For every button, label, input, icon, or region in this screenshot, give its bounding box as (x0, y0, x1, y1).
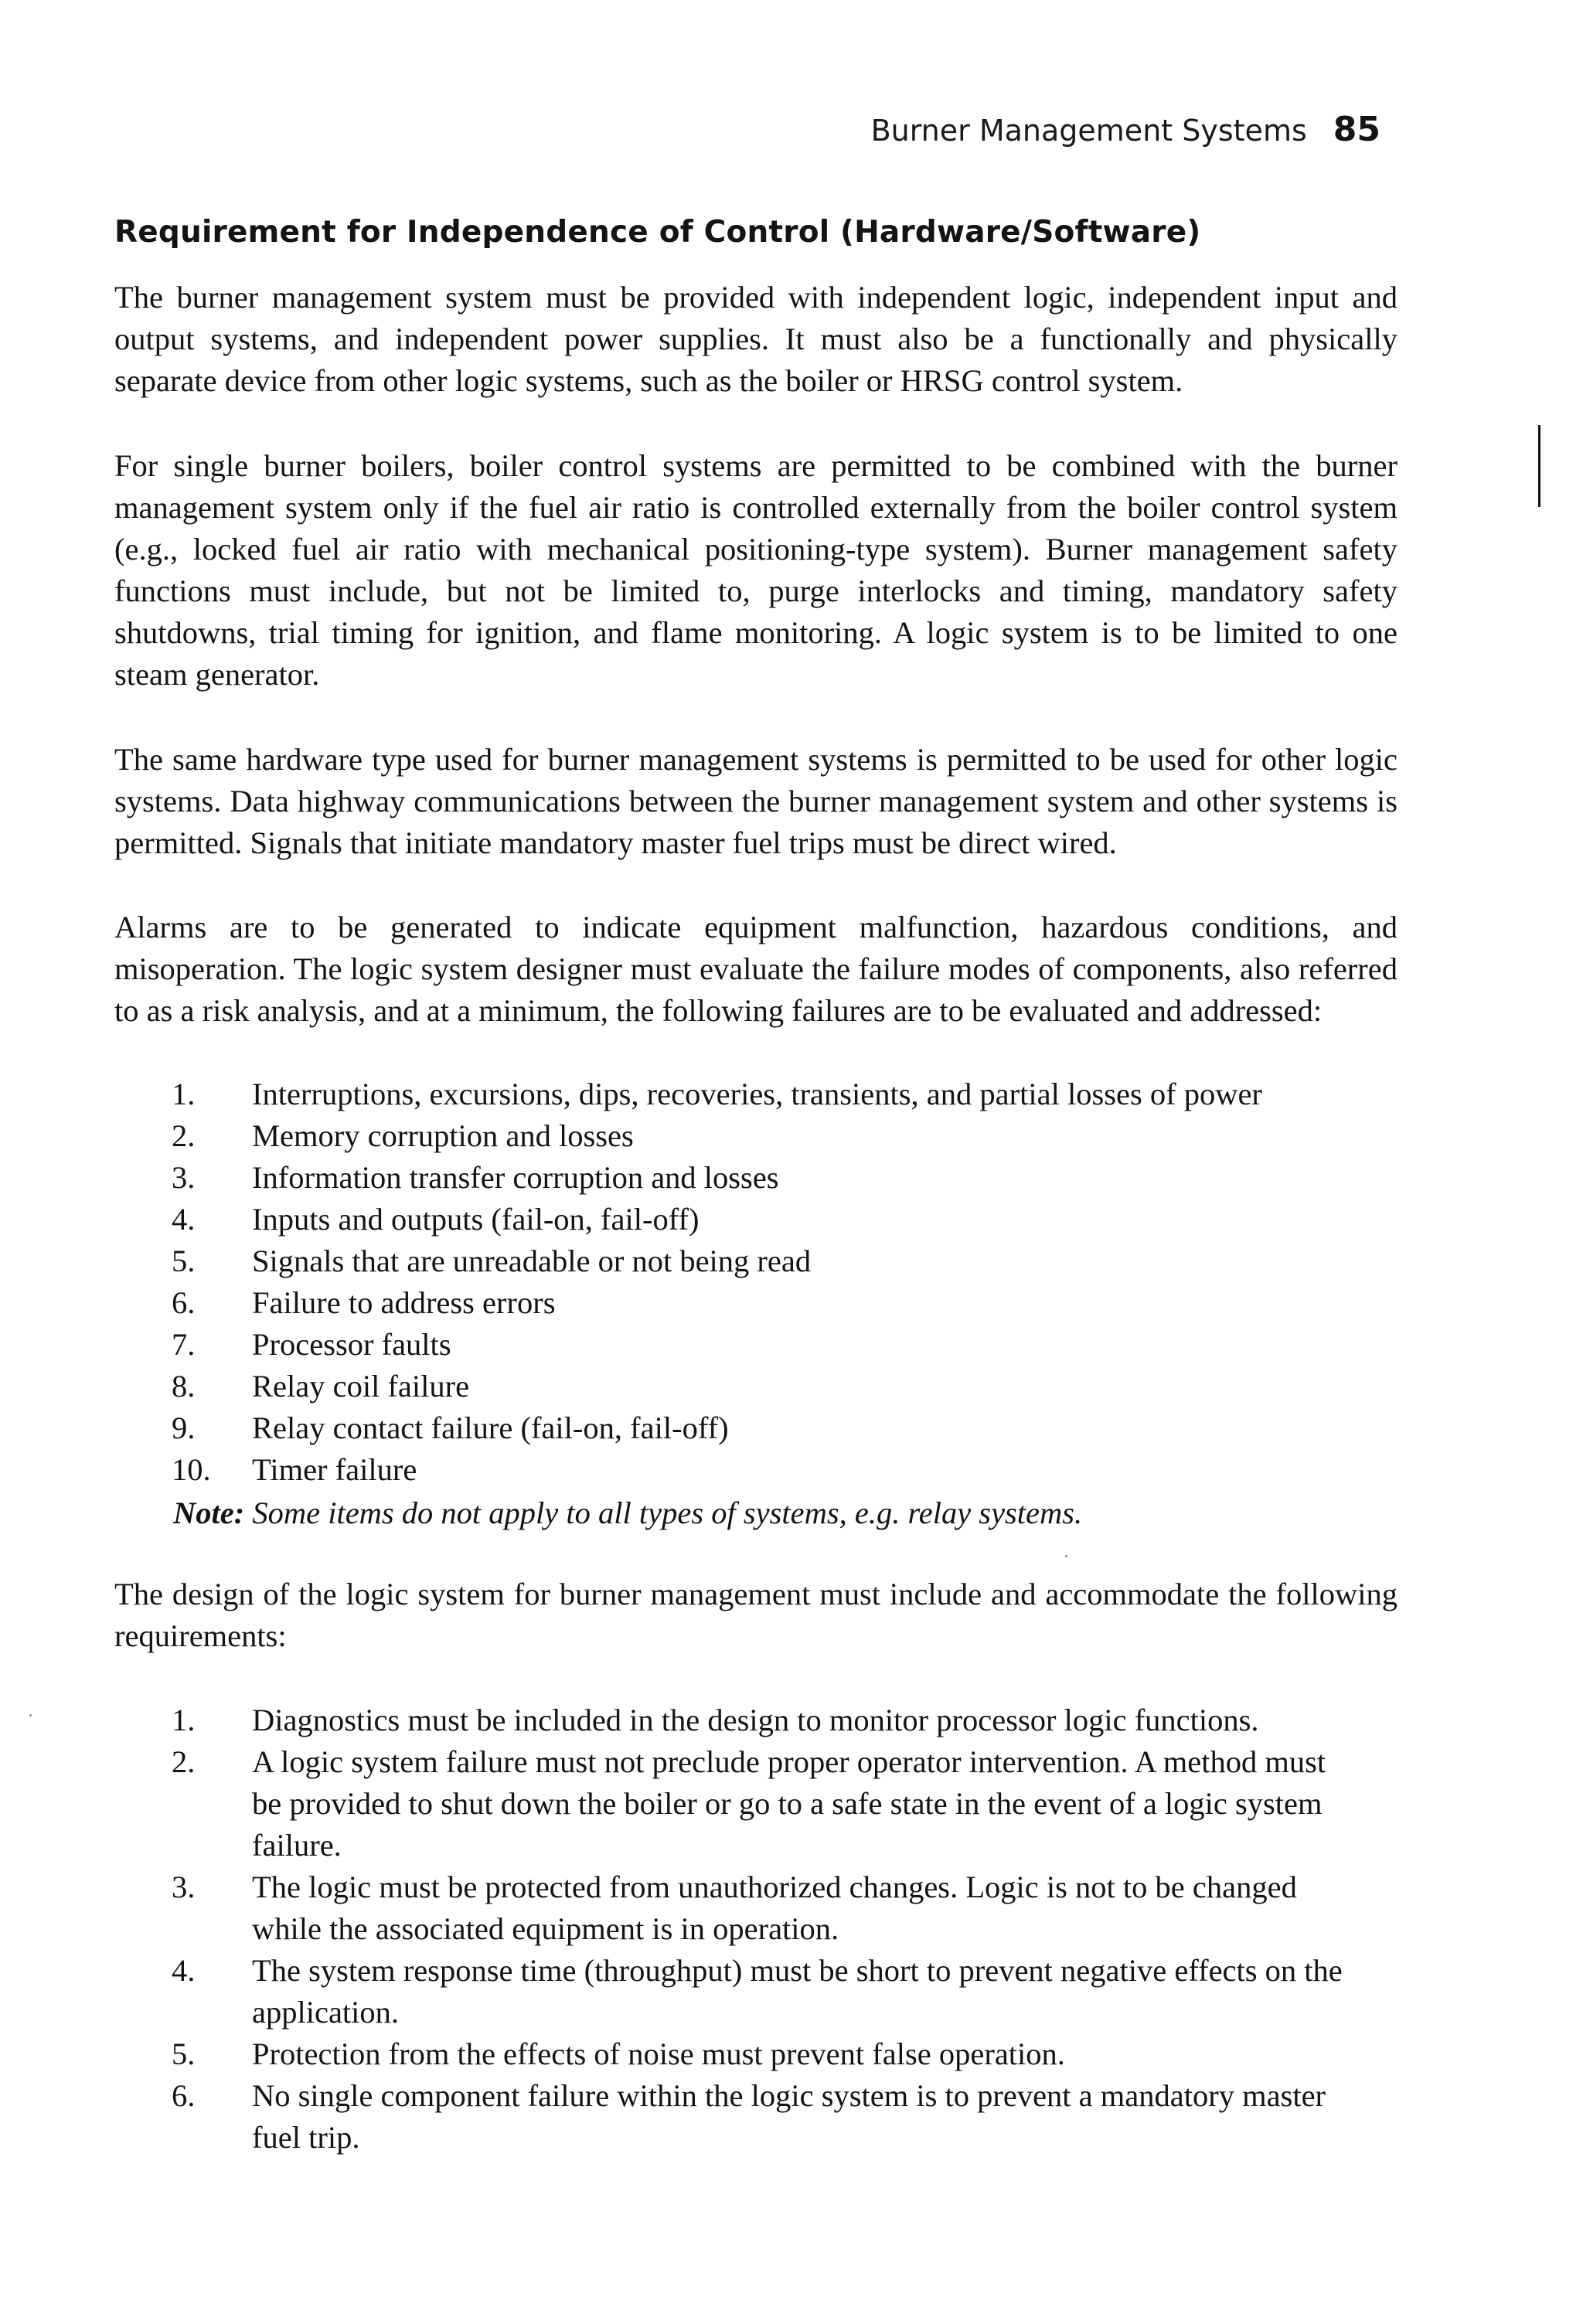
scan-speck (29, 1714, 32, 1717)
list-number: 3. (172, 1160, 196, 1195)
list-number: 4. (172, 1202, 196, 1237)
list-number: 5. (172, 2036, 196, 2071)
list-item (114, 2075, 1397, 2159)
change-bar (1538, 425, 1540, 507)
paragraph-alarms: Alarms are to be generated to indicate equipment malfunction, hazardous conditions, and misoperation. The logic system designer must evaluate the failure modes of components, also referred to as a risk analysis, and at a minimum, the following failures are to be evaluated and addressed: (114, 910, 1397, 1028)
running-header (871, 110, 1380, 149)
list-number: 1. (172, 1703, 196, 1737)
list-number: 5. (172, 1244, 196, 1278)
list-number: 10. (172, 1452, 211, 1487)
failures-list (114, 1074, 1397, 1491)
list-number: 7. (172, 1327, 196, 1362)
list-number: 2. (172, 1118, 196, 1153)
list-number: 4. (172, 1953, 196, 1988)
paragraph-independence: The burner management system must be provided with independent logic, independent input and output systems, and independent power supplies. It must also be a functionally and physically separate device from other logic systems, such as the boiler or HRSG control system. (114, 280, 1397, 398)
paragraph-single-burner: For single burner boilers, boiler control systems are permitted to be combined with the burner management system only if the fuel air ratio is controlled externally from the boiler control system (e.g., locked fuel air ratio with mechanical positioning-type system). Burner management safety functions must include, but not be limited to, purge interlocks and timing, mandatory safety shutdowns, trial timing for ignition, and flame monitoring. A logic system is to be limited to one steam generator. (114, 448, 1397, 692)
list-text: Memory corruption and losses (252, 1118, 634, 1153)
running-title: Burner Management Systems (870, 114, 1307, 148)
list-item (114, 1282, 1397, 1324)
list-item (114, 1741, 1397, 1866)
list-text: Failure to address errors (252, 1285, 556, 1320)
list-item (114, 1199, 1397, 1240)
list-text: Diagnostics must be included in the design to monitor processor logic functions. (252, 1703, 1259, 1737)
list-text: Inputs and outputs (fail-on, fail-off) (252, 1202, 700, 1237)
list-item (114, 1115, 1397, 1157)
list-text: Relay contact failure (fail-on, fail-off) (252, 1410, 729, 1445)
list-text: Protection from the effects of noise must prevent false operation. (252, 2036, 1065, 2071)
list-text: Interruptions, excursions, dips, recoveries, transients, and partial losses of power (252, 1077, 1262, 1111)
note (173, 1492, 1082, 1534)
paragraph-hardware: The same hardware type used for burner management systems is permitted to be used for other logic systems. Data highway communications between the burner management system and other systems is permitted. Signals that initiate mandatory master fuel trips must be direct wired. (114, 742, 1397, 860)
list-item (114, 1074, 1397, 1115)
scan-speck (1065, 1555, 1067, 1557)
list-text: No single component failure within the logic system is to prevent a mandatory master fuel trip. (252, 2078, 1326, 2155)
list-item (114, 1700, 1397, 1741)
list-text: The system response time (throughput) must be short to prevent negative effects on the application. (252, 1953, 1343, 2030)
list-text: Processor faults (252, 1327, 451, 1362)
list-text: The logic must be protected from unauthorized changes. Logic is not to be changed while the associated equipment is in operation. (252, 1870, 1297, 1946)
list-text: Timer failure (252, 1452, 417, 1487)
list-text: Relay coil failure (252, 1369, 470, 1404)
list-number: 6. (172, 2078, 196, 2113)
list-item (114, 1157, 1397, 1199)
list-item (114, 1324, 1397, 1366)
list-number: 6. (172, 1285, 196, 1320)
list-item (114, 1950, 1397, 2033)
note-label: Note: (173, 1495, 245, 1530)
requirements-list (114, 1700, 1397, 2159)
list-item (114, 1366, 1397, 1407)
list-text: Information transfer corruption and losses (252, 1160, 779, 1195)
list-item (114, 1866, 1397, 1950)
section-heading: Requirement for Independence of Control (Hardware/Software) (114, 215, 1201, 250)
page-number: 85 (1333, 110, 1380, 149)
list-item (114, 1240, 1397, 1282)
list-item (114, 1407, 1397, 1449)
list-number: 3. (172, 1870, 196, 1904)
paragraph-design: The design of the logic system for burner management must include and accommodate the following requirements: (114, 1577, 1397, 1653)
list-number: 8. (172, 1369, 196, 1404)
list-item (114, 2033, 1397, 2075)
note-text: Some items do not apply to all types of systems, e.g. relay systems. (252, 1495, 1083, 1530)
list-number: 1. (172, 1077, 196, 1111)
list-item (114, 1449, 1397, 1491)
list-number: 2. (172, 1744, 196, 1779)
list-number: 9. (172, 1410, 196, 1445)
list-text: A logic system failure must not preclude proper operator intervention. A method must be provided to shut down the boiler or go to a safe state in the event of a logic system failure. (252, 1744, 1326, 1863)
list-text: Signals that are unreadable or not being read (252, 1244, 812, 1278)
